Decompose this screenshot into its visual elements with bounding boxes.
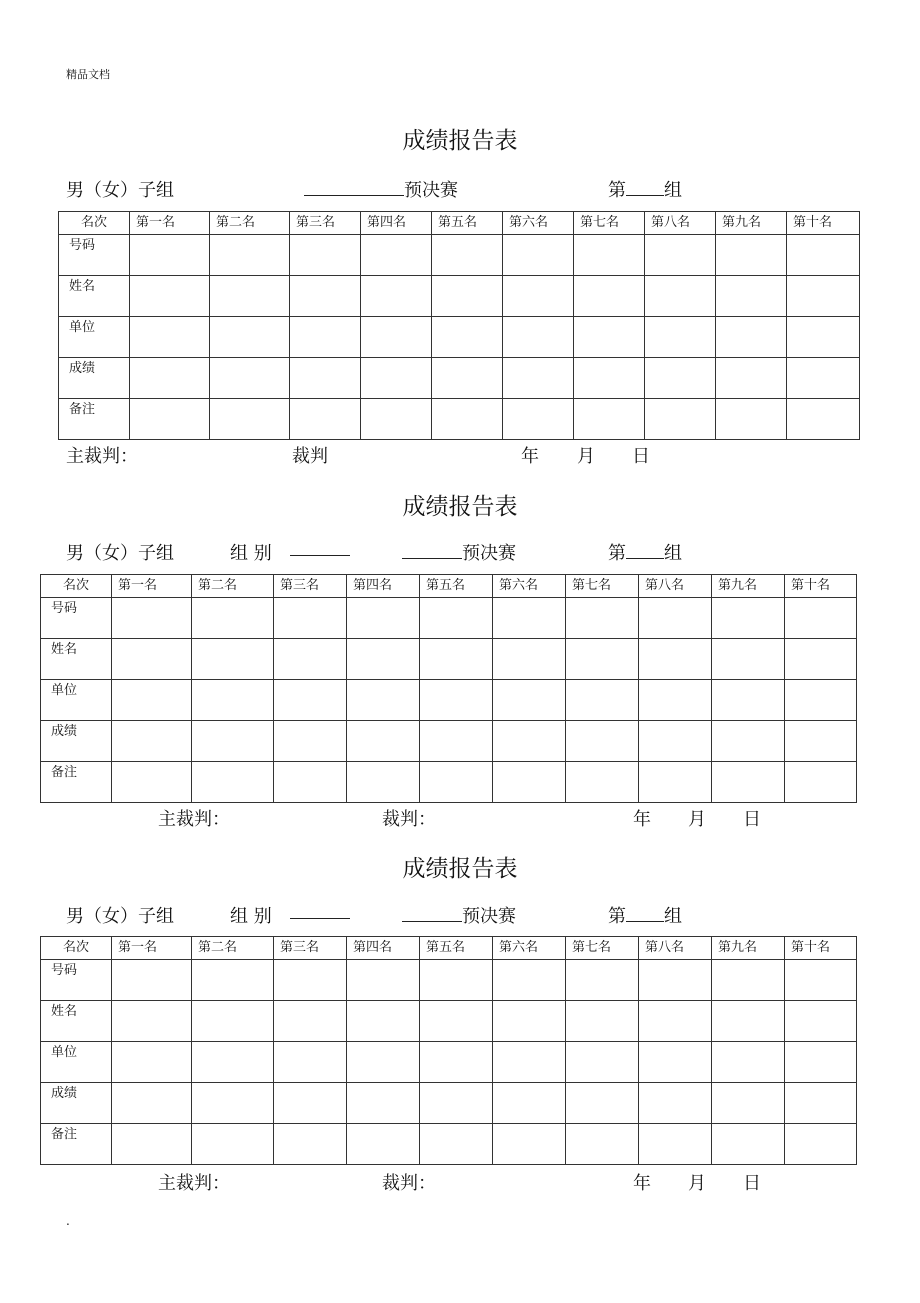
table-cell[interactable] [785, 721, 857, 762]
table-cell[interactable] [493, 721, 566, 762]
table-cell[interactable] [574, 317, 645, 358]
row-label: 姓名 [59, 276, 130, 317]
table-cell[interactable] [347, 1042, 420, 1083]
round-prefix: 第 [608, 906, 626, 927]
month-label: 月 [688, 1173, 706, 1194]
table-cell[interactable] [290, 276, 361, 317]
row-label: 单位 [59, 317, 130, 358]
year-label: 年 [633, 1173, 651, 1194]
table-cell[interactable] [639, 1083, 712, 1124]
table-cell[interactable] [787, 358, 860, 399]
prelim-field [304, 176, 458, 202]
table-cell[interactable] [639, 960, 712, 1001]
table-cell[interactable] [787, 235, 860, 276]
table-cell[interactable] [574, 358, 645, 399]
table-cell[interactable] [574, 235, 645, 276]
table-cell[interactable] [785, 1001, 857, 1042]
row-label: 成绩 [41, 1083, 112, 1124]
table-cell[interactable] [274, 598, 347, 639]
prelim-blank[interactable] [402, 542, 462, 559]
table-cell[interactable] [130, 235, 210, 276]
row-label: 号码 [41, 598, 112, 639]
table-cell[interactable] [192, 598, 274, 639]
table-cell[interactable] [639, 762, 712, 803]
table-header-row [59, 212, 860, 235]
table-cell[interactable] [274, 960, 347, 1001]
table-cell[interactable] [361, 317, 432, 358]
table-cell[interactable] [290, 399, 361, 440]
table-cell[interactable] [566, 1001, 639, 1042]
table-cell[interactable] [130, 317, 210, 358]
table-cell[interactable] [432, 317, 503, 358]
table-cell[interactable] [645, 358, 716, 399]
table-cell[interactable] [347, 1124, 420, 1165]
prelim-label: 预决赛 [462, 543, 516, 564]
year-label: 年 [633, 809, 651, 830]
table-cell[interactable] [274, 680, 347, 721]
column-header: 第八名 [639, 937, 712, 960]
month-label: 月 [577, 446, 595, 467]
table-row [41, 960, 857, 1001]
table-cell[interactable] [645, 317, 716, 358]
row-label: 单位 [41, 1042, 112, 1083]
round-prefix: 第 [608, 180, 626, 201]
table-row [59, 317, 860, 358]
column-header: 第六名 [503, 212, 574, 235]
table-cell[interactable] [566, 721, 639, 762]
table-cell[interactable] [574, 399, 645, 440]
table-cell[interactable] [503, 317, 574, 358]
table-cell[interactable] [361, 235, 432, 276]
table-cell[interactable] [645, 235, 716, 276]
row-label: 备注 [59, 399, 130, 440]
table-cell[interactable] [432, 235, 503, 276]
chief-judge-label: 主裁判： [158, 809, 230, 830]
table-cell[interactable] [566, 598, 639, 639]
table-cell[interactable] [493, 680, 566, 721]
column-header: 第六名 [493, 575, 566, 598]
table-row [41, 1124, 857, 1165]
column-header: 名次 [41, 937, 112, 960]
column-header: 第八名 [639, 575, 712, 598]
table-row [41, 762, 857, 803]
table-cell[interactable] [347, 1001, 420, 1042]
table-cell[interactable] [639, 598, 712, 639]
table-cell[interactable] [785, 1124, 857, 1165]
table-row [41, 1042, 857, 1083]
table-cell[interactable] [716, 399, 787, 440]
prelim-blank[interactable] [304, 179, 404, 196]
table-cell[interactable] [785, 639, 857, 680]
sheet-title: 成绩报告表 [402, 128, 518, 154]
group-label: 男（女）子组 [66, 180, 174, 201]
table-cell[interactable] [566, 680, 639, 721]
table-cell[interactable] [432, 399, 503, 440]
table-cell[interactable] [432, 276, 503, 317]
row-label: 成绩 [59, 358, 130, 399]
column-header: 第三名 [274, 575, 347, 598]
table-cell[interactable] [130, 276, 210, 317]
header-mark: 精品文档 [66, 68, 110, 81]
day-label: 日 [743, 809, 761, 830]
table-cell[interactable] [785, 960, 857, 1001]
table-cell[interactable] [712, 680, 785, 721]
table-row [59, 358, 860, 399]
table-cell[interactable] [274, 1001, 347, 1042]
table-cell[interactable] [503, 358, 574, 399]
column-header: 第四名 [361, 212, 432, 235]
table-cell[interactable] [712, 721, 785, 762]
sheet-info-row [0, 176, 920, 200]
sheet-info-row [0, 539, 920, 563]
table-cell[interactable] [712, 639, 785, 680]
column-header: 第五名 [420, 937, 493, 960]
table-cell[interactable] [420, 639, 493, 680]
table-cell[interactable] [493, 1001, 566, 1042]
table-cell[interactable] [274, 762, 347, 803]
table-cell[interactable] [787, 399, 860, 440]
table-cell[interactable] [420, 1042, 493, 1083]
table-cell[interactable] [785, 680, 857, 721]
column-header: 第七名 [566, 575, 639, 598]
table-cell[interactable] [210, 276, 290, 317]
round-suffix: 组 [664, 543, 682, 564]
table-cell[interactable] [192, 1124, 274, 1165]
column-header: 第二名 [192, 575, 274, 598]
signature-row [0, 805, 920, 829]
day-label: 日 [743, 1173, 761, 1194]
table-cell[interactable] [192, 680, 274, 721]
row-label: 姓名 [41, 639, 112, 680]
round-field [608, 539, 682, 565]
table-cell[interactable] [787, 317, 860, 358]
category-blank[interactable] [290, 902, 350, 919]
sheet-info-row [0, 902, 920, 926]
row-label: 备注 [41, 762, 112, 803]
results-table [40, 936, 857, 1165]
table-cell[interactable] [112, 1083, 192, 1124]
table-cell[interactable] [493, 639, 566, 680]
column-header: 第十名 [785, 937, 857, 960]
table-row [41, 598, 857, 639]
table-cell[interactable] [112, 639, 192, 680]
prelim-label: 预决赛 [404, 180, 458, 201]
table-cell[interactable] [785, 1042, 857, 1083]
table-cell[interactable] [112, 598, 192, 639]
table-cell[interactable] [639, 639, 712, 680]
table-cell[interactable] [274, 1083, 347, 1124]
table-cell[interactable] [566, 1124, 639, 1165]
table-cell[interactable] [274, 1042, 347, 1083]
row-label: 单位 [41, 680, 112, 721]
table-cell[interactable] [210, 358, 290, 399]
table-cell[interactable] [493, 1042, 566, 1083]
table-cell[interactable] [712, 1124, 785, 1165]
category-label: 组 别 [230, 906, 272, 927]
table-cell[interactable] [192, 762, 274, 803]
table-cell[interactable] [712, 1042, 785, 1083]
table-header-row [41, 937, 857, 960]
round-suffix: 组 [664, 180, 682, 201]
table-cell[interactable] [420, 680, 493, 721]
table-cell[interactable] [716, 317, 787, 358]
table-header-row [41, 575, 857, 598]
table-cell[interactable] [566, 762, 639, 803]
column-header: 第二名 [210, 212, 290, 235]
table-cell[interactable] [192, 960, 274, 1001]
results-table [40, 574, 857, 803]
table-cell[interactable] [112, 680, 192, 721]
table-cell[interactable] [785, 1083, 857, 1124]
column-header: 第三名 [274, 937, 347, 960]
table-cell[interactable] [274, 639, 347, 680]
table-cell[interactable] [787, 276, 860, 317]
table-cell[interactable] [347, 762, 420, 803]
table-row [59, 276, 860, 317]
row-label: 号码 [59, 235, 130, 276]
round-blank[interactable] [626, 179, 664, 196]
prelim-label: 预决赛 [462, 906, 516, 927]
table-cell[interactable] [639, 1124, 712, 1165]
month-label: 月 [688, 809, 706, 830]
table-row [41, 1001, 857, 1042]
table-cell[interactable] [274, 721, 347, 762]
table-row [41, 680, 857, 721]
table-cell[interactable] [712, 1083, 785, 1124]
table-cell[interactable] [347, 960, 420, 1001]
table-cell[interactable] [566, 960, 639, 1001]
column-header: 第十名 [787, 212, 860, 235]
judge-label: 裁判： [382, 1173, 436, 1194]
round-field [608, 176, 682, 202]
column-header: 第三名 [290, 212, 361, 235]
column-header: 第十名 [785, 575, 857, 598]
column-header: 第九名 [716, 212, 787, 235]
table-cell[interactable] [192, 721, 274, 762]
table-cell[interactable] [274, 1124, 347, 1165]
table-cell[interactable] [130, 358, 210, 399]
column-header: 第四名 [347, 575, 420, 598]
round-suffix: 组 [664, 906, 682, 927]
table-cell[interactable] [493, 960, 566, 1001]
table-row [59, 235, 860, 276]
table-cell[interactable] [716, 235, 787, 276]
table-cell[interactable] [210, 399, 290, 440]
table-cell[interactable] [361, 358, 432, 399]
column-header: 第九名 [712, 937, 785, 960]
column-header: 第一名 [130, 212, 210, 235]
table-cell[interactable] [290, 358, 361, 399]
round-prefix: 第 [608, 543, 626, 564]
group-label: 男（女）子组 [66, 906, 174, 927]
year-label: 年 [521, 446, 539, 467]
table-cell[interactable] [574, 276, 645, 317]
table-cell[interactable] [639, 1042, 712, 1083]
column-header: 名次 [59, 212, 130, 235]
table-cell[interactable] [785, 762, 857, 803]
table-cell[interactable] [112, 762, 192, 803]
day-label: 日 [632, 446, 650, 467]
table-cell[interactable] [503, 276, 574, 317]
table-cell[interactable] [420, 1001, 493, 1042]
column-header: 第七名 [566, 937, 639, 960]
table-cell[interactable] [347, 598, 420, 639]
column-header: 第一名 [112, 937, 192, 960]
table-cell[interactable] [112, 1042, 192, 1083]
signature-row [0, 442, 920, 466]
table-cell[interactable] [712, 960, 785, 1001]
table-cell[interactable] [192, 639, 274, 680]
table-cell[interactable] [785, 598, 857, 639]
table-row [41, 1083, 857, 1124]
table-row [59, 399, 860, 440]
table-cell[interactable] [290, 235, 361, 276]
column-header: 第五名 [420, 575, 493, 598]
row-label: 成绩 [41, 721, 112, 762]
table-cell[interactable] [503, 235, 574, 276]
table-cell[interactable] [361, 276, 432, 317]
round-field [608, 902, 682, 928]
table-cell[interactable] [639, 680, 712, 721]
table-cell[interactable] [112, 960, 192, 1001]
sheet-title: 成绩报告表 [402, 856, 518, 882]
table-row [41, 721, 857, 762]
table-cell[interactable] [566, 1083, 639, 1124]
chief-judge-label: 主裁判： [158, 1173, 230, 1194]
sheet-title: 成绩报告表 [402, 494, 518, 520]
table-cell[interactable] [645, 399, 716, 440]
table-cell[interactable] [566, 1042, 639, 1083]
table-cell[interactable] [493, 1124, 566, 1165]
table-cell[interactable] [420, 960, 493, 1001]
table-cell[interactable] [210, 317, 290, 358]
round-blank[interactable] [626, 542, 664, 559]
chief-judge-label: 主裁判： [66, 446, 138, 467]
table-cell[interactable] [112, 721, 192, 762]
table-cell[interactable] [712, 598, 785, 639]
table-cell[interactable] [712, 762, 785, 803]
table-cell[interactable] [210, 235, 290, 276]
table-cell[interactable] [290, 317, 361, 358]
table-cell[interactable] [645, 276, 716, 317]
group-label: 男（女）子组 [66, 543, 174, 564]
table-cell[interactable] [347, 680, 420, 721]
table-cell[interactable] [347, 721, 420, 762]
column-header: 第一名 [112, 575, 192, 598]
footer-mark: . [66, 1214, 70, 1228]
category-blank[interactable] [290, 539, 350, 556]
column-header: 第七名 [574, 212, 645, 235]
table-cell[interactable] [493, 762, 566, 803]
results-table [58, 211, 860, 440]
column-header: 第六名 [493, 937, 566, 960]
table-cell[interactable] [130, 399, 210, 440]
column-header: 第九名 [712, 575, 785, 598]
prelim-field [402, 539, 516, 565]
table-cell[interactable] [347, 639, 420, 680]
table-cell[interactable] [493, 598, 566, 639]
table-cell[interactable] [420, 762, 493, 803]
prelim-blank[interactable] [402, 905, 462, 922]
table-cell[interactable] [716, 276, 787, 317]
table-cell[interactable] [712, 1001, 785, 1042]
table-cell[interactable] [112, 1001, 192, 1042]
row-label: 备注 [41, 1124, 112, 1165]
table-row [41, 639, 857, 680]
table-cell[interactable] [420, 721, 493, 762]
column-header: 第四名 [347, 937, 420, 960]
judge-label: 裁判： [382, 809, 436, 830]
column-header: 第五名 [432, 212, 503, 235]
table-cell[interactable] [639, 1001, 712, 1042]
table-cell[interactable] [420, 598, 493, 639]
table-cell[interactable] [112, 1124, 192, 1165]
row-label: 姓名 [41, 1001, 112, 1042]
table-cell[interactable] [432, 358, 503, 399]
round-blank[interactable] [626, 905, 664, 922]
column-header: 第二名 [192, 937, 274, 960]
table-cell[interactable] [493, 1083, 566, 1124]
judge-label: 裁判 [292, 446, 328, 467]
table-cell[interactable] [192, 1042, 274, 1083]
table-cell[interactable] [192, 1001, 274, 1042]
table-cell[interactable] [639, 721, 712, 762]
table-cell[interactable] [503, 399, 574, 440]
row-label: 号码 [41, 960, 112, 1001]
table-cell[interactable] [361, 399, 432, 440]
column-header: 第八名 [645, 212, 716, 235]
table-cell[interactable] [347, 1083, 420, 1124]
table-cell[interactable] [192, 1083, 274, 1124]
table-cell[interactable] [566, 639, 639, 680]
prelim-field [402, 902, 516, 928]
signature-row [0, 1169, 920, 1193]
table-cell[interactable] [420, 1083, 493, 1124]
column-header: 名次 [41, 575, 112, 598]
category-label: 组 别 [230, 543, 272, 564]
table-cell[interactable] [716, 358, 787, 399]
table-cell[interactable] [420, 1124, 493, 1165]
